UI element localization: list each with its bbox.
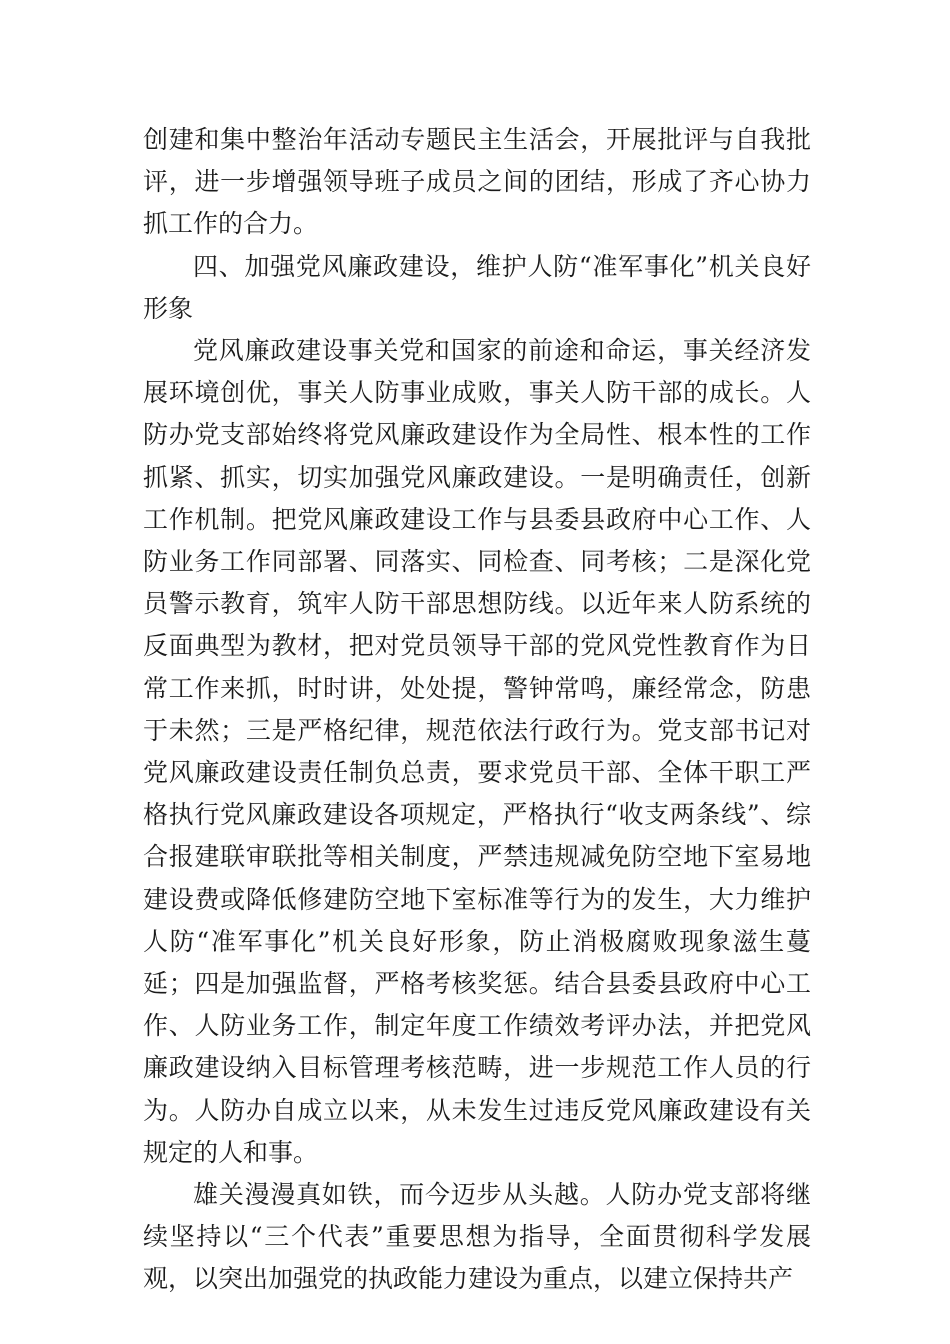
section-heading: 四、加强党风廉政建设，维护人防“准军事化”机关良好形象 (143, 251, 811, 323)
paragraph-body: 党风廉政建设事关党和国家的前途和命运，事关经济发展环境创优，事关人防事业成败，事关人防干部的成长。人防办党支部始终将党风廉政建设作为全局性、根本性的工作抓紧、抓实，切实加强党风廉政建设。一是明确责任，创新工作机制。把党风廉政建设工作与县委县政府中心工作、人防业务工作同部署、同落实、同检查、同考核；二是深化党员警示教育，筑牢人防干部思想防线。以近年来人防系统的反面典型为教材，把对党员领导干部的党风党性教育作为日常工作来抓，时时讲，处处提，警钟常鸣，廉经常念，防患于未然；三是严格纪律，规范依法行政行为。党支部书记对党风廉政建设责任制负总责，要求党员干部、全体干职工严格执行党风廉政建设各项规定，严格执行“收支两条线”、综合报建联审联批等相关制度，严禁违规减免防空地下室易地建设费或降低修建防空地下室标准等行为的发生，大力维护人防“准军事化”机关良好形象，防止消极腐败现象滋生蔓延；四是加强监督，严格考核奖惩。结合县委县政府中心工作、人防业务工作，制定年度工作绩效考评办法，并把党风廉政建设纳入目标管理考核范畴，进一步规范工作人员的行为。人防办自成立以来，从未发生过违反党风廉政建设有关规定的人和事。 (143, 336, 811, 1167)
document-body (143, 119, 811, 1301)
paragraph-continuation: 创建和集中整治年活动专题民主生活会，开展批评与自我批评，进一步增强领导班子成员之间的团结，形成了齐心协力抓工作的合力。 (143, 125, 811, 239)
paragraph-closing: 雄关漫漫真如铁，而今迈步从头越。人防办党支部将继续坚持以“三个代表”重要思想为指导，全面贯彻科学发展观，以突出加强党的执政能力建设为重点，以建立保持共产 (143, 1180, 811, 1294)
